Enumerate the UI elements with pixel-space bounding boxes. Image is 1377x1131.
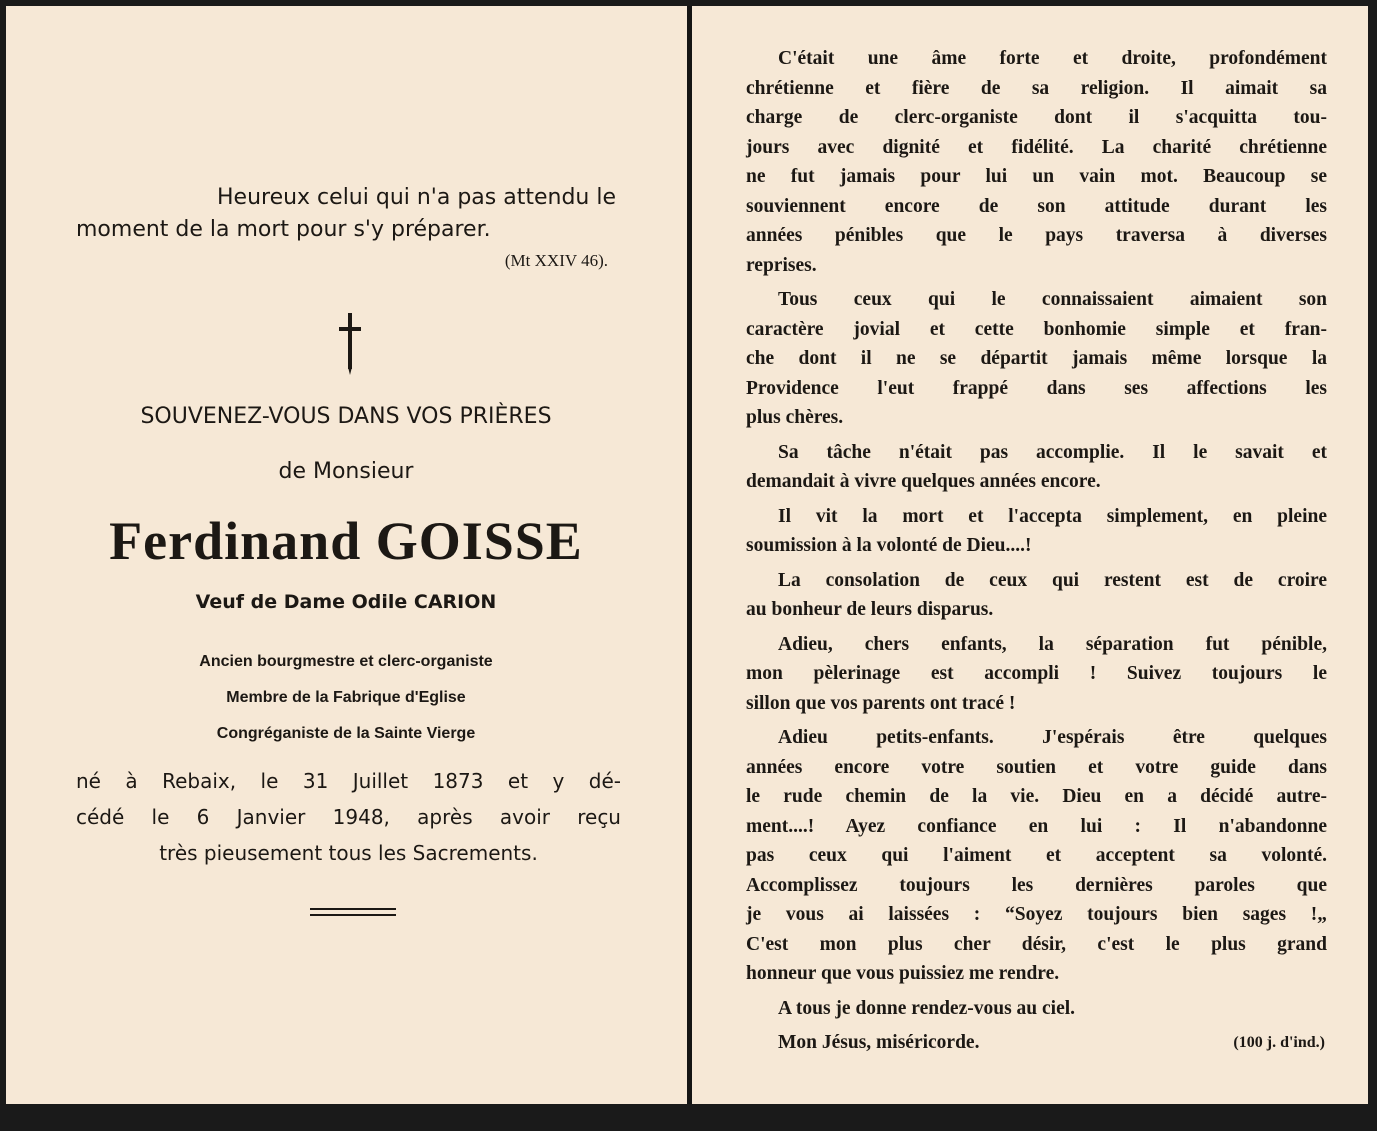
tribute-paragraph <box>746 502 1327 561</box>
bio-line: cédé le 6 Janvier 1948, après avoir reçu <box>76 805 621 829</box>
title-line: Membre de la Fabrique d'Eglise <box>226 689 466 706</box>
indulgence-note: (100 j. d'ind.) <box>1233 1034 1325 1051</box>
paragraph-line: charge de clerc-organiste dont il s'acquitta tou- <box>746 107 1327 128</box>
closing-line <box>746 1028 1327 1058</box>
paragraph-line: au bonheur de leurs disparus. <box>746 599 994 620</box>
paragraph-line: Adieu, chers enfants, la séparation fut pénible, <box>778 633 1327 655</box>
tribute-paragraph <box>746 723 1327 989</box>
paragraph-line: Adieu petits-enfants. J'espérais être quelques <box>778 727 1327 748</box>
paragraph-line: che dont il ne se départit jamais même lorsque la <box>746 348 1327 369</box>
paragraph-line: Accomplissez toujours les dernières paroles que <box>746 874 1327 896</box>
epigraph-line: Heureux celui qui n'a pas attendu le <box>216 185 616 210</box>
honorific: de Monsieur <box>278 459 414 484</box>
widower-of: Veuf de Dame Odile CARION <box>195 591 497 613</box>
paragraph-line: Providence l'eut frappé dans ses affections les <box>746 377 1327 399</box>
paragraph-line: souviennent encore de son attitude durant les <box>746 195 1327 217</box>
paragraph-line: ment....! Ayez confiance en lui : Il n'abandonne <box>746 815 1327 837</box>
right-panel <box>692 6 1368 1104</box>
paragraph-line: sillon que vos parents ont tracé ! <box>746 692 1016 714</box>
paragraph-line: Sa tâche n'était pas accomplie. Il le savait et <box>778 441 1327 463</box>
paragraph-line: honneur que vous puissiez me rendre. <box>746 963 1060 984</box>
paragraph-line: ne fut jamais pour lui un vain mot. Beaucoup se <box>746 166 1327 187</box>
birth-death-info <box>76 763 621 871</box>
paragraph-line: mon pèlerinage est accompli ! Suivez toujours le <box>746 663 1327 684</box>
bio-line: très pieusement tous les Sacrements. <box>159 841 538 865</box>
paragraph-line: A tous je donne rendez-vous au ciel. <box>778 997 1076 1019</box>
left-panel <box>6 6 687 1104</box>
paragraph-line: années encore votre soutien et votre guide dans <box>746 756 1327 778</box>
epigraph-reference: (Mt XXIV 46). <box>504 251 608 270</box>
title-line: Congréganiste de la Sainte Vierge <box>216 725 476 742</box>
paragraph-line: chrétienne et fière de sa religion. Il aimait sa <box>746 77 1327 99</box>
paragraph-line: pas ceux qui l'aiment et acceptent sa volonté. <box>746 845 1327 866</box>
epigraph <box>76 182 616 273</box>
paragraph-line: C'était une âme forte et droite, profondément <box>778 48 1327 69</box>
tribute-paragraph <box>746 630 1327 719</box>
paragraph-line: jours avec dignité et fidélité. La charité chrétienne <box>746 136 1327 158</box>
paragraph-line: années pénibles que le pays traversa à diverses <box>746 225 1327 246</box>
cross-icon <box>336 313 364 375</box>
closing-prayer: Mon Jésus, miséricorde. <box>778 1032 980 1053</box>
tribute-paragraph <box>746 566 1327 625</box>
tribute-paragraph <box>746 44 1327 280</box>
double-rule-divider <box>310 908 396 920</box>
tribute-paragraph <box>746 285 1327 433</box>
title-line: Ancien bourgmestre et clerc-organiste <box>199 653 493 670</box>
memorial-card <box>6 6 1368 1104</box>
paragraph-line: caractère jovial et cette bonhomie simple et fran- <box>746 318 1327 340</box>
titles-list <box>46 644 646 752</box>
paragraph-line: soumission à la volonté de Dieu....! <box>746 535 1032 556</box>
paragraph-line: plus chères. <box>746 407 844 428</box>
tribute-text <box>746 44 1327 1058</box>
epigraph-line: moment de la mort pour s'y préparer. <box>76 217 491 242</box>
paragraph-line: le rude chemin de la vie. Dieu en a décidé autre- <box>746 786 1327 807</box>
tribute-paragraph <box>746 994 1327 1024</box>
remembrance-header: SOUVENEZ-VOUS DANS VOS PRIÈRES <box>140 404 552 429</box>
deceased-name: Ferdinand GOISSE <box>109 511 583 571</box>
paragraph-line: C'est mon plus cher désir, c'est le plus grand <box>746 933 1327 955</box>
paragraph-line: Tous ceux qui le connaissaient aimaient son <box>778 289 1327 310</box>
tribute-paragraph <box>746 438 1327 497</box>
paragraph-line: reprises. <box>746 254 817 276</box>
paragraph-line: Il vit la mort et l'accepta simplement, en pleine <box>778 505 1327 527</box>
paragraph-line: je vous ai laissées : “Soyez toujours bien sages !„ <box>746 904 1327 925</box>
bio-line: né à Rebaix, le 31 Juillet 1873 et y dé- <box>76 769 621 793</box>
paragraph-line: La consolation de ceux qui restent est de croire <box>778 569 1327 591</box>
paragraph-line: demandait à vivre quelques années encore. <box>746 471 1101 492</box>
